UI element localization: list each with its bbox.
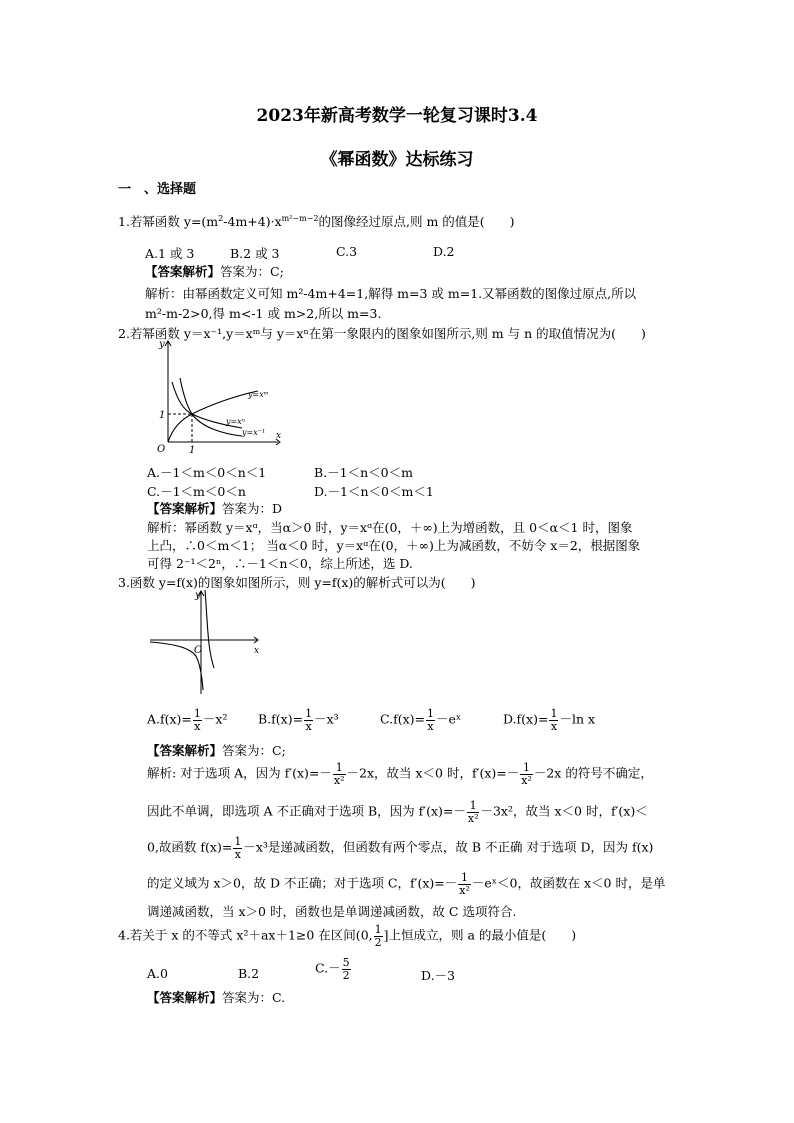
q2-answer <box>147 501 282 516</box>
page-subtitle: 《幂函数》达标练习 <box>320 150 474 170</box>
q3-option-a: A.f(x)= $\frac{1}{x}$ －x² <box>147 707 228 733</box>
answer-tag: 【答案解析】 <box>147 501 223 516</box>
answer-text: 答案为：C. <box>222 990 286 1005</box>
answer-text: 答案为：C; <box>220 264 284 279</box>
q1-option-d: D.2 <box>433 244 455 259</box>
q1-option-c: C.3 <box>336 244 358 259</box>
q3-option-c: C.f(x)= $\frac{1}{x}$ －eˣ <box>380 707 462 733</box>
q4-option-a: A.0 <box>147 966 168 981</box>
q2-option-d: D.－1＜n＜0＜m＜1 <box>314 484 434 499</box>
q4-option-b: B.2 <box>238 966 260 981</box>
q4-answer <box>147 990 285 1005</box>
q1-explanation-1: 解析：由幂函数定义可知 m²-4m+4=1,解得 m=3 或 m=1.又幂函数的图像过原点,所以 <box>145 286 637 301</box>
q2-origin-label: O <box>157 444 166 455</box>
q3-origin-label: O <box>194 645 203 656</box>
q2-stem: 2.若幂函数 y＝x⁻¹,y＝xᵐ与 y＝xⁿ在第一象限内的图象如图所示,则 m 与 n 的取值情况为( ) <box>118 326 646 341</box>
q1-stem: 1.若幂函数 $y=(m^2-4m+4)\cdot x^{m^2-m-2}$的图像经过原点,则 m 的值是( ) <box>118 214 515 229</box>
q2-label-yinv: y=x⁻¹ <box>242 428 266 437</box>
q3-explanation-5: 调递减函数，当 x＞0 时，函数也是单调递减函数，故 C 选项符合. <box>147 904 517 919</box>
q2-graph <box>146 338 286 460</box>
q1-answer <box>145 264 284 279</box>
q2-option-b: B.－1＜n＜0＜m <box>314 465 413 480</box>
q4-option-d: D.－3 <box>421 968 456 983</box>
q2-label-yn: y=xⁿ <box>226 417 245 426</box>
q3-option-d: D.f(x)= $\frac{1}{x}$ －ln x <box>503 707 596 733</box>
answer-tag: 【答案解析】 <box>147 990 223 1005</box>
q1-stem-part: 1.若幂函数 y=(m <box>118 214 219 229</box>
q2-x-one: 1 <box>189 445 196 456</box>
q2-option-c: C.－1＜m＜0＜n <box>147 484 246 499</box>
q2-explanation-1: 解析：幂函数 y＝xᵅ，当α＞0 时，y＝xᵅ在(0，＋∞)上为增函数，且 0＜α＜1 时，图象 <box>147 520 633 535</box>
q1-option-a: A.1 或 3 <box>145 246 195 261</box>
q2-explanation-2: 上凸，∴0＜m＜1； 当α＜0 时，y＝xᵅ在(0，＋∞)上为减函数，不妨令 x＝2，根据图象 <box>147 538 641 553</box>
q3-stem: 3.函数 y=f(x)的图象如图所示，则 y=f(x)的解析式可以为( ) <box>118 575 476 590</box>
q1-stem-part: 的图像经过原点,则 m 的值是( ) <box>318 214 515 229</box>
answer-text: 答案为：C; <box>222 743 286 758</box>
q1-option-b: B.2 或 3 <box>230 246 280 261</box>
q3-explanation-3: 0,故函数 f(x)= $\frac{1}{x}$ －x³是递减函数，但函数有两个零点，故 B 不正确 对于选项 D，因为 f(x) <box>147 835 654 861</box>
q3-axis-x-label: x <box>254 646 260 656</box>
q3-answer <box>147 743 286 758</box>
section-heading: 一 、选择题 <box>118 182 197 197</box>
q3-explanation-2: 因此不单调，即选项 A 不正确对于选项 B，因为 f′(x)=－ $\frac{1}{\text{x²}}$ －3x²，故当 x＜0 时，f′(x)＜ <box>147 799 648 825</box>
q2-axis-x-label: x <box>276 431 282 441</box>
q4-option-c: C.－ $\frac{5}{2}$ <box>315 956 350 982</box>
q4-stem: 4.若关于 x 的不等式 x²＋ax＋1≥0 在区间(0, $\frac{1}{2}$ ]上恒成立，则 a 的最小值是( ) <box>118 923 577 949</box>
q1-stem-part: -4m+4)·x <box>223 214 282 229</box>
q3-explanation-4: 的定义域为 x＞0，故 D 不正确；对于选项 C，f′(x)=－ $\frac{1}{\text{x²}}$ －eˣ＜0，故函数在 x＜0 时，是单 <box>147 871 666 897</box>
q2-axis-y-label: y <box>159 339 165 350</box>
q2-label-ym: y=xᵐ <box>248 390 269 399</box>
q2-explanation-3: 可得 2⁻¹＜2ⁿ，∴－1＜n＜0，综上所述，选 D. <box>147 556 413 571</box>
q1-explanation-2: m²-m-2>0,得 m<-1 或 m>2,所以 m=3. <box>145 306 382 321</box>
q3-explanation-1: 解析: 对于选项 A，因为 f′(x)=－ $\frac{1}{\text{x²}}$ －2x，故当 x＜0 时，f′(x)=－ $\frac{1}{\text{x²}}$ －2x 的符号不确定， <box>147 761 653 787</box>
q3-graph <box>146 586 264 698</box>
answer-tag: 【答案解析】 <box>145 264 221 279</box>
page-title: 2023年新高考数学一轮复习课时3.4 <box>256 106 538 126</box>
q3-option-b: B.f(x)= $\frac{1}{x}$ －x³ <box>258 707 339 733</box>
answer-text: 答案为：D <box>222 501 283 516</box>
q2-option-a: A.－1＜m＜0＜n＜1 <box>147 465 267 480</box>
q2-y-one: 1 <box>159 410 166 421</box>
q1-exponent: m²−m−2 <box>281 214 319 223</box>
q3-axis-y-label: y <box>195 590 201 601</box>
answer-tag: 【答案解析】 <box>147 743 223 758</box>
